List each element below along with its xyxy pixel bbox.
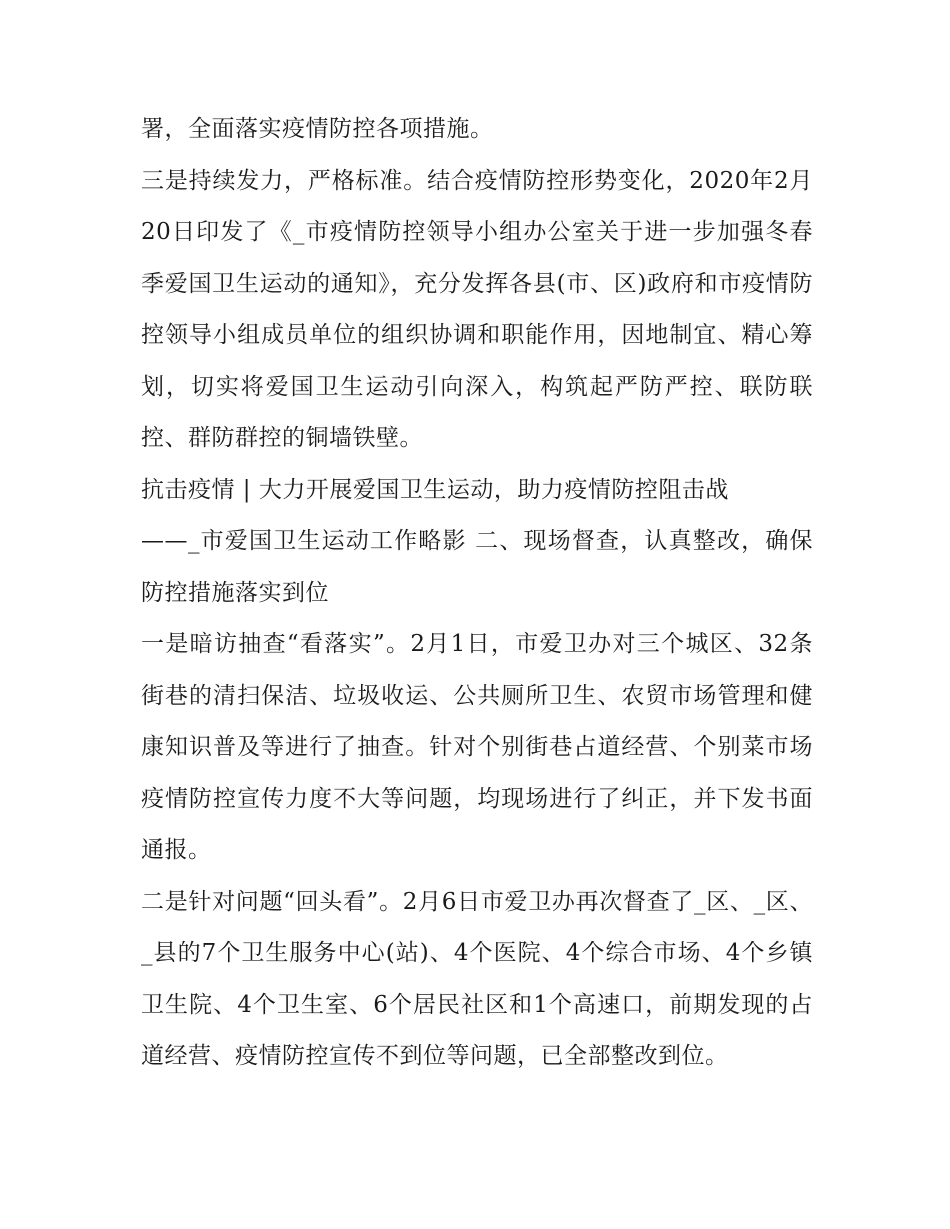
paragraph-heading-line: 抗击疫情 | 大力开展爱国卫生运动，助力疫情防控阻击战 <box>141 476 729 503</box>
paragraph-follow-up: 二是针对问题“回头看”。2月6日市爱卫办再次督查了_区、_区、_县的7个卫生服务中心(站)、4个医院、4个综合市场、4个乡镇卫生院、4个卫生室、6个居民社区和1个高速口，前期发现的占道经营、疫情防控宣传不到位等问题，已全部整改到位。 <box>141 888 813 1069</box>
paragraph-continuation: 署，全面落实疫情防控各项措施。 <box>141 116 494 142</box>
paragraph-section-two: ——_市爱国卫生运动工作略影 二、现场督查，认真整改，确保防控措施落实到位 <box>141 528 813 606</box>
paragraph-spot-check: 一是暗访抽查“看落实”。2月1日，市爱卫办对三个城区、32条街巷的清扫保洁、垃圾收运、公共厕所卫生、农贸市场管理和健康知识普及等进行了抽查。针对个别街巷占道经营、个别菜市场疫情防控宣传力度不大等问题，均现场进行了纠正，并下发书面通报。 <box>141 631 813 863</box>
document-body <box>141 104 813 1083</box>
paragraph-third-measure: 三是持续发力，严格标准。结合疫情防控形势变化，2020年2月20日印发了《_市疫情防控领导小组办公室关于进一步加强冬春季爱国卫生运动的通知》，充分发挥各县(市、区)政府和市疫情防控领导小组成员单位的组织协调和职能作用，因地制宜、精心筹划，切实将爱国卫生运动引向深入，构筑起严防严控、联防联控、群防群控的铜墙铁壁。 <box>141 167 813 451</box>
